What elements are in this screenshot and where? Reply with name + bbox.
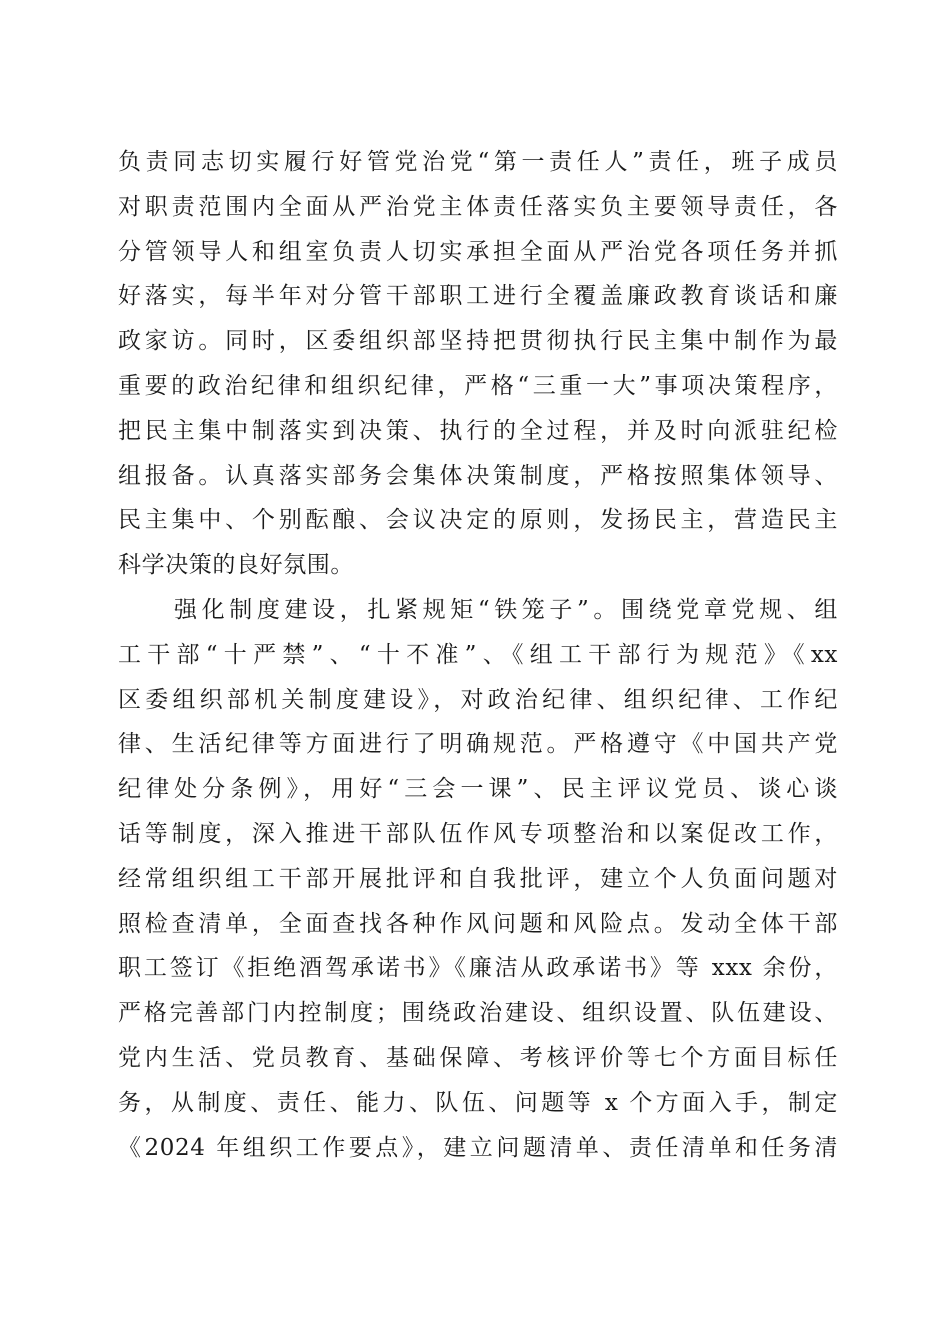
text-line: 科学决策的良好氛围。	[118, 552, 354, 579]
text-line: 政家访。同时，区委组织部坚持把贯彻执行民主集中制作为最	[118, 328, 838, 355]
text-line: 话等制度，深入推进干部队伍作风专项整治和以案促改工作，	[118, 820, 838, 847]
text-line: 工干部“十严禁”、“十不准”、《组工干部行为规范》《xx	[118, 641, 838, 668]
text-line: 职工签订《拒绝酒驾承诺书》《廉洁从政承诺书》等 xxx 余份，	[118, 955, 838, 982]
paragraph-2	[118, 588, 838, 1170]
text-line: 分管领导人和组室负责人切实承担全面从严治党各项任务并抓	[118, 238, 838, 265]
text-line: 《2024 年组织工作要点》，建立问题清单、责任清单和任务清	[118, 1134, 838, 1161]
text-line: 党内生活、党员教育、基础保障、考核评价等七个方面目标任	[118, 1044, 838, 1071]
text-line: 强化制度建设，扎紧规矩“铁笼子”。围绕党章党规、组	[174, 596, 838, 623]
text-line: 负责同志切实履行好管党治党“第一责任人”责任，班子成员	[118, 149, 838, 175]
document-body	[118, 140, 838, 1170]
text-line: 纪律处分条例》，用好“三会一课”、民主评议党员、谈心谈	[118, 776, 838, 803]
text-line: 务，从制度、责任、能力、队伍、问题等 x 个方面入手，制定	[118, 1089, 838, 1116]
text-line: 区委组织部机关制度建设》，对政治纪律、组织纪律、工作纪	[118, 686, 838, 713]
paragraph-1	[118, 140, 838, 588]
text-line: 重要的政治纪律和组织纪律，严格“三重一大”事项决策程序，	[118, 372, 838, 399]
text-line: 把民主集中制落实到决策、执行的全过程，并及时向派驻纪检	[118, 417, 838, 444]
text-line: 好落实，每半年对分管干部职工进行全覆盖廉政教育谈话和廉	[118, 283, 838, 310]
text-line: 严格完善部门内控制度；围绕政治建设、组织设置、队伍建设、	[118, 1000, 838, 1027]
text-line: 民主集中、个别酝酿、会议决定的原则，发扬民主，营造民主	[118, 507, 838, 534]
text-line: 组报备。认真落实部务会集体决策制度，严格按照集体领导、	[118, 462, 838, 489]
text-line: 律、生活纪律等方面进行了明确规范。严格遵守《中国共产党	[118, 731, 838, 758]
text-line: 对职责范围内全面从严治党主体责任落实负主要领导责任，各	[118, 193, 838, 220]
text-line: 经常组织组工干部开展批评和自我批评，建立个人负面问题对	[118, 865, 838, 892]
text-line: 照检查清单，全面查找各种作风问题和风险点。发动全体干部	[118, 910, 838, 937]
